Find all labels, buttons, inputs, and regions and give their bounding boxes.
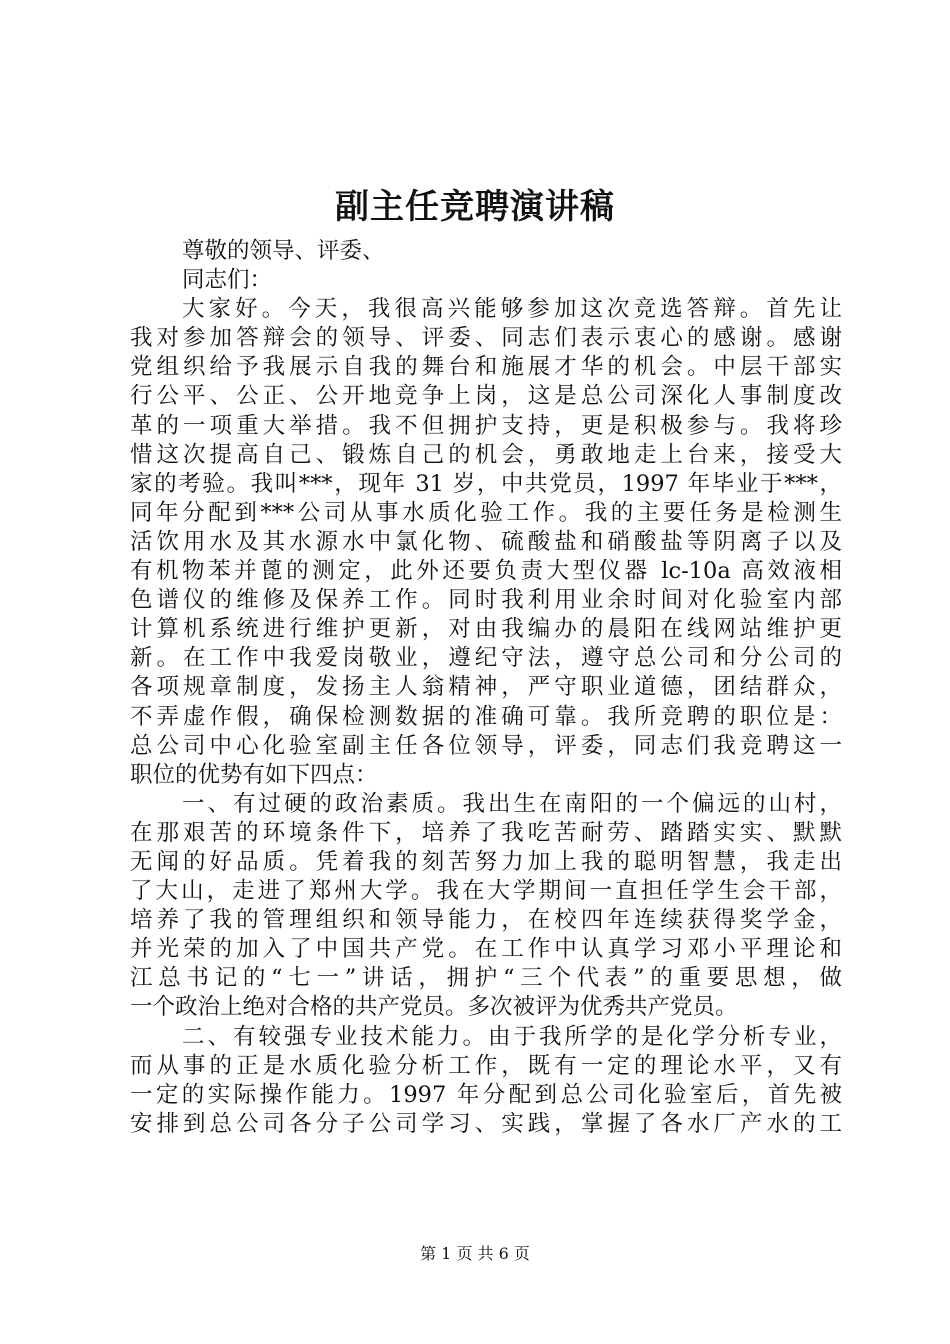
text-line: 新。在工作中我爱岗敬业，遵纪守法，遵守总公司和分公司的 [130, 645, 842, 672]
text-line: 惜这次提高自己、锻炼自己的机会，勇敢地走上台来，接受大 [130, 441, 842, 468]
text-line: 一、有过硬的政治素质。我出生在南阳的一个偏远的山村， [182, 790, 842, 817]
text-line: 家的考验。我叫***，现年 31 岁，中共党员，1997 年毕业于***， [130, 470, 842, 497]
document-body [130, 237, 842, 1139]
text-line: 同志们： [182, 267, 273, 294]
text-line: 江总书记的“七一”讲话，拥护“三个代表”的重要思想，做 [130, 965, 842, 992]
text-line: 革的一项重大举措。我不但拥护支持，更是积极参与。我将珍 [130, 412, 842, 439]
text-line: 而从事的正是水质化验分析工作，既有一定的理论水平，又有 [130, 1052, 842, 1079]
text-line: 无闻的好品质。凭着我的刻苦努力加上我的聪明智慧，我走出 [130, 848, 842, 875]
text-line: 大家好。今天，我很高兴能够参加这次竞选答辩。首先让 [182, 296, 842, 323]
text-line: 了大山，走进了郑州大学。我在大学期间一直担任学生会干部， [130, 878, 842, 905]
text-line: 色谱仪的维修及保养工作。同时我利用业余时间对化验室内部 [130, 587, 842, 614]
text-line: 计算机系统进行维护更新，对由我编办的晨阳在线网站维护更 [130, 616, 842, 643]
text-line: 行公平、公正、公开地竞争上岗，这是总公司深化人事制度改 [130, 383, 842, 410]
text-line: 同年分配到***公司从事水质化验工作。我的主要任务是检测生 [130, 499, 842, 526]
text-line: 尊敬的领导、评委、 [182, 238, 385, 264]
text-line: 安排到总公司各分子公司学习、实践，掌握了各水厂产水的工 [130, 1110, 842, 1137]
page-footer: 第 1 页 共 6 页 [420, 1244, 530, 1263]
text-line: 培养了我的管理组织和领导能力，在校四年连续获得奖学金， [130, 907, 842, 934]
text-line: 有机物苯并蓖的测定，此外还要负责大型仪器 lc-10a 高效液相 [130, 558, 842, 585]
document-title: 副主任竞聘演讲稿 [335, 187, 615, 227]
text-line: 并光荣的加入了中国共产党。在工作中认真学习邓小平理论和 [130, 936, 842, 963]
text-line: 不弄虚作假，确保检测数据的准确可靠。我所竞聘的职位是： [130, 703, 842, 730]
text-line: 在那艰苦的环境条件下，培养了我吃苦耐劳、踏踏实实、默默 [130, 819, 842, 846]
text-line: 党组织给予我展示自我的舞台和施展才华的机会。中层干部实 [130, 354, 842, 381]
text-line: 总公司中心化验室副主任各位领导，评委，同志们我竞聘这一 [130, 732, 842, 759]
text-line: 职位的优势有如下四点： [130, 761, 378, 788]
text-line: 我对参加答辩会的领导、评委、同志们表示衷心的感谢。感谢 [130, 325, 842, 352]
text-line: 各项规章制度，发扬主人翁精神，严守职业道德，团结群众， [130, 674, 842, 701]
text-line: 一个政治上绝对合格的共产党员。多次被评为优秀共产党员。 [130, 994, 738, 1021]
text-line: 一定的实际操作能力。1997 年分配到总公司化验室后，首先被 [130, 1081, 842, 1108]
text-line: 活饮用水及其水源水中氯化物、硫酸盐和硝酸盐等阴离子以及 [130, 528, 842, 555]
text-line: 二、有较强专业技术能力。由于我所学的是化学分析专业， [182, 1023, 842, 1050]
